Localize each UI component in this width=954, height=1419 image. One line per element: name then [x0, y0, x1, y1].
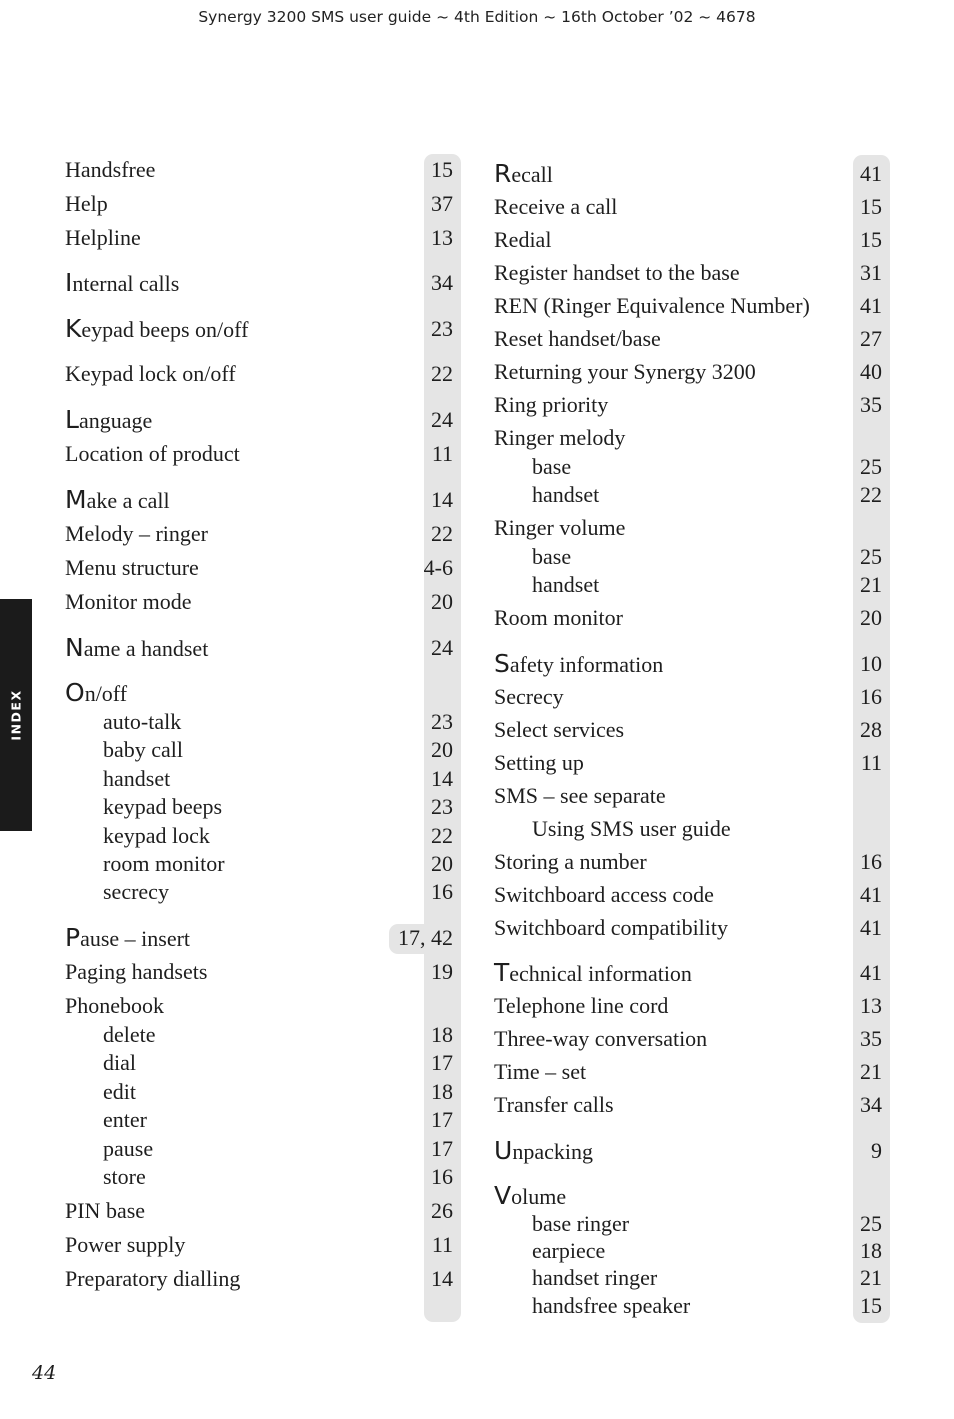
- section-initial-letter: L: [65, 405, 79, 434]
- index-term-text: Room monitor: [494, 605, 623, 630]
- index-page-ref: 37: [431, 191, 453, 216]
- index-subentry: [65, 821, 465, 851]
- index-term: [103, 821, 210, 851]
- index-term: [494, 682, 564, 712]
- index-term-text: Preparatory dialling: [65, 1266, 241, 1291]
- index-entry: [494, 390, 894, 420]
- index-entry: [65, 519, 465, 549]
- index-term-text: secrecy: [103, 879, 169, 904]
- index-term-text: keypad lock: [103, 823, 210, 848]
- index-term: [103, 1048, 136, 1078]
- index-entry: [65, 991, 465, 1021]
- index-term-text: Transfer calls: [494, 1092, 614, 1117]
- index-page-ref: 15: [860, 227, 882, 252]
- index-subentry: [65, 792, 465, 822]
- index-term: [103, 735, 183, 765]
- index-term: [494, 159, 553, 190]
- index-entry: [494, 324, 894, 354]
- index-term-text: Telephone line cord: [494, 993, 669, 1018]
- index-term: [494, 1136, 593, 1167]
- section-initial-letter: U: [494, 1136, 513, 1165]
- index-term: [103, 792, 222, 822]
- index-term-text: Reset handset/base: [494, 326, 661, 351]
- index-page-ref: 22: [860, 482, 882, 507]
- index-page-ref: 22: [431, 521, 453, 546]
- index-entry: [65, 223, 465, 253]
- index-entry: [494, 958, 894, 988]
- index-term: [494, 357, 756, 387]
- index-entry: [494, 1057, 894, 1087]
- index-entry: [494, 715, 894, 745]
- index-page-ref: 25: [860, 544, 882, 569]
- index-entry: [65, 314, 465, 344]
- index-term: [103, 707, 181, 737]
- index-entry: [494, 159, 894, 189]
- index-term-text: handsfree speaker: [532, 1293, 691, 1318]
- index-tab-label: INDEX: [8, 689, 24, 741]
- index-term-text: Menu structure: [65, 555, 199, 580]
- index-subentry: [494, 480, 894, 510]
- index-term-text: npacking: [512, 1139, 593, 1164]
- index-subentry: [494, 1263, 894, 1293]
- index-entry: [65, 439, 465, 469]
- index-term: [494, 192, 617, 222]
- index-entry: [494, 1136, 894, 1166]
- index-term: [532, 814, 731, 844]
- index-entry: [494, 291, 894, 321]
- index-page-ref: 9: [871, 1138, 882, 1163]
- index-term: [494, 880, 714, 910]
- index-term-text: Ring priority: [494, 392, 609, 417]
- section-initial-letter: P: [65, 923, 81, 952]
- index-entry: [494, 192, 894, 222]
- index-page-ref: 23: [431, 316, 453, 341]
- index-page-ref: 24: [431, 407, 453, 432]
- index-subentry: [494, 542, 894, 572]
- index-entry: [65, 268, 465, 298]
- index-term-text: afety information: [509, 652, 664, 677]
- section-initial-letter: R: [494, 159, 512, 188]
- index-page-ref: 15: [860, 194, 882, 219]
- index-entry: [65, 359, 465, 389]
- index-term: [494, 649, 663, 680]
- index-term: [532, 570, 599, 600]
- index-entry: [494, 357, 894, 387]
- index-page-ref: 17: [431, 1107, 453, 1132]
- index-term: [103, 1020, 156, 1050]
- index-term: [494, 1181, 566, 1212]
- index-term: [532, 480, 599, 510]
- index-page-ref: 15: [860, 1293, 882, 1318]
- index-page-ref: 23: [431, 794, 453, 819]
- index-page-ref: 20: [431, 851, 453, 876]
- index-term-text: Monitor mode: [65, 589, 192, 614]
- index-entry: [494, 880, 894, 910]
- index-term: [65, 553, 199, 583]
- index-term-text: Help: [65, 191, 108, 216]
- index-term: [65, 359, 236, 389]
- index-term: [494, 603, 623, 633]
- index-entry: [494, 748, 894, 778]
- index-page-ref: 17: [431, 1136, 453, 1161]
- index-page-ref: 16: [431, 1164, 453, 1189]
- index-term-text: Secrecy: [494, 684, 564, 709]
- index-term: [532, 452, 571, 482]
- index-page-ref: 10: [860, 651, 882, 676]
- index-page-ref: 13: [431, 225, 453, 250]
- index-page-ref: 14: [431, 487, 453, 512]
- index-subentry: [65, 877, 465, 907]
- index-term-text: anguage: [78, 408, 153, 433]
- index-page-ref: 41: [860, 293, 882, 318]
- index-subentry: [65, 1134, 465, 1164]
- index-term: [494, 991, 668, 1021]
- index-entry: [494, 225, 894, 255]
- index-term: [494, 423, 625, 453]
- index-term: [494, 1090, 614, 1120]
- index-page-ref: 14: [431, 1266, 453, 1291]
- index-entry: [494, 1181, 894, 1211]
- index-page-ref: 41: [860, 915, 882, 940]
- left-index-column: [65, 0, 465, 1330]
- index-term: [65, 991, 164, 1021]
- index-term: [494, 324, 661, 354]
- index-page-ref: 18: [431, 1079, 453, 1104]
- section-initial-letter: N: [65, 633, 84, 662]
- index-subentry: [65, 764, 465, 794]
- index-term-text: Switchboard compatibility: [494, 915, 729, 940]
- index-page-ref: 27: [860, 326, 882, 351]
- index-term: [65, 923, 190, 954]
- index-term-text: earpiece: [532, 1238, 606, 1263]
- index-page-ref: 16: [860, 849, 882, 874]
- index-entry: [65, 155, 465, 185]
- index-term-text: Setting up: [494, 750, 584, 775]
- section-initial-letter: S: [494, 649, 510, 678]
- index-term-text: room monitor: [103, 851, 225, 876]
- index-entry: [494, 603, 894, 633]
- index-term-text: handset: [103, 766, 171, 791]
- index-term-text: keypad beeps: [103, 794, 223, 819]
- index-page-ref: 11: [431, 441, 453, 466]
- index-page-ref: 11: [860, 750, 882, 775]
- index-entry: [494, 649, 894, 679]
- index-term: [65, 957, 207, 987]
- index-page-ref: 34: [431, 270, 453, 295]
- index-side-tab: [0, 599, 32, 831]
- index-term: [494, 1057, 586, 1087]
- index-term: [532, 1236, 605, 1266]
- index-page-ref: 25: [860, 1211, 882, 1236]
- index-term-text: handset: [532, 572, 600, 597]
- index-page-ref: 4-6: [423, 555, 453, 580]
- index-entry: [494, 1090, 894, 1120]
- index-term: [103, 1134, 153, 1164]
- right-index-column: [494, 0, 894, 1330]
- index-term-text: Redial: [494, 227, 552, 252]
- index-entry: [65, 1196, 465, 1226]
- index-entry: [65, 405, 465, 435]
- index-subentry: [494, 814, 894, 844]
- index-term: [532, 1209, 629, 1239]
- index-term-text: baby call: [103, 737, 184, 762]
- index-page-ref: 20: [431, 737, 453, 762]
- index-term: [65, 587, 192, 617]
- index-term-text: Register handset to the base: [494, 260, 740, 285]
- index-page-ref: 18: [431, 1022, 453, 1047]
- index-term-text: base ringer: [532, 1211, 630, 1236]
- index-term: [65, 519, 208, 549]
- index-term: [494, 715, 624, 745]
- index-term-text: Using SMS user guide: [532, 816, 731, 841]
- index-subentry: [494, 1209, 894, 1239]
- index-page-ref: 21: [860, 572, 882, 597]
- index-term-text: Keypad lock on/off: [65, 361, 236, 386]
- index-page-ref: 31: [860, 260, 882, 285]
- index-term: [532, 1291, 690, 1321]
- section-initial-letter: T: [494, 958, 510, 987]
- index-page-ref: 25: [860, 454, 882, 479]
- index-page-ref: 20: [860, 605, 882, 630]
- index-term: [103, 764, 170, 794]
- index-page-ref: 23: [431, 709, 453, 734]
- index-term: [494, 748, 584, 778]
- index-page-ref: 41: [860, 161, 882, 186]
- index-entry: [65, 587, 465, 617]
- index-term-text: ame a handset: [83, 636, 209, 661]
- index-subentry: [65, 1162, 465, 1192]
- index-page-ref: 40: [860, 359, 882, 384]
- index-term-text: Select services: [494, 717, 625, 742]
- index-subentry: [494, 1291, 894, 1321]
- page-number: 44: [32, 1362, 57, 1384]
- index-page-ref: 19: [431, 959, 453, 984]
- running-header: Synergy 3200 SMS user guide ~ 4th Edition ~ 16th October ’02 ~ 4678: [198, 8, 756, 26]
- index-page-ref: 13: [860, 993, 882, 1018]
- index-entry: [65, 485, 465, 515]
- index-term-text: Ringer volume: [494, 515, 626, 540]
- index-term-text: Melody – ringer: [65, 521, 208, 546]
- index-term-text: Switchboard access code: [494, 882, 714, 907]
- index-entry: [494, 423, 894, 453]
- index-page-ref: 41: [860, 960, 882, 985]
- index-subentry: [65, 735, 465, 765]
- index-term-text: Time – set: [494, 1059, 587, 1084]
- index-term-text: PIN base: [65, 1198, 146, 1223]
- index-subentry: [65, 707, 465, 737]
- index-page-ref: 17, 42: [398, 925, 453, 950]
- index-term: [65, 1230, 185, 1260]
- index-page-ref: 35: [860, 1026, 882, 1051]
- index-page-ref: 24: [431, 635, 453, 660]
- index-entry: [494, 991, 894, 1021]
- index-term-text: Power supply: [65, 1232, 186, 1257]
- section-initial-letter: O: [65, 678, 85, 707]
- index-entry: [65, 189, 465, 219]
- index-entry: [494, 682, 894, 712]
- index-term: [494, 258, 740, 288]
- index-page-ref: 20: [431, 589, 453, 614]
- index-term-text: n/off: [84, 681, 128, 706]
- index-page-ref: 22: [431, 823, 453, 848]
- index-page-ref: 21: [860, 1059, 882, 1084]
- index-term: [65, 405, 152, 436]
- index-term-text: auto-talk: [103, 709, 182, 734]
- index-subentry: [65, 1020, 465, 1050]
- index-term-text: ake a call: [86, 488, 170, 513]
- index-page-ref: 16: [860, 684, 882, 709]
- index-term-text: SMS – see separate: [494, 783, 666, 808]
- index-entry: [65, 1264, 465, 1294]
- index-term: [65, 633, 208, 664]
- index-page-ref: 18: [860, 1238, 882, 1263]
- index-term: [65, 189, 108, 219]
- index-term: [65, 155, 155, 185]
- index-term: [103, 1105, 147, 1135]
- index-term-text: Ringer melody: [494, 425, 626, 450]
- index-subentry: [494, 452, 894, 482]
- index-term: [494, 1024, 707, 1054]
- index-term: [494, 390, 608, 420]
- index-term-text: enter: [103, 1107, 147, 1132]
- index-term-text: olume: [511, 1184, 567, 1209]
- index-subentry: [65, 1048, 465, 1078]
- index-page-ref: 34: [860, 1092, 882, 1117]
- index-term-text: ause – insert: [80, 926, 191, 951]
- index-entry: [494, 513, 894, 543]
- index-page-ref: 17: [431, 1050, 453, 1075]
- index-term: [65, 678, 127, 709]
- index-subentry: [494, 1236, 894, 1266]
- index-entry: [65, 1230, 465, 1260]
- index-page-ref: 14: [431, 766, 453, 791]
- index-term: [494, 958, 692, 989]
- index-entry: [494, 913, 894, 943]
- index-term-text: handset ringer: [532, 1265, 658, 1290]
- index-term-text: edit: [103, 1079, 136, 1104]
- index-term: [65, 223, 141, 253]
- index-term: [494, 513, 625, 543]
- index-term: [532, 1263, 657, 1293]
- index-subentry: [65, 1077, 465, 1107]
- index-term: [65, 314, 248, 345]
- index-term-text: dial: [103, 1050, 136, 1075]
- index-page-ref: 28: [860, 717, 882, 742]
- index-page-ref: 21: [860, 1265, 882, 1290]
- index-term: [494, 847, 647, 877]
- index-subentry: [494, 570, 894, 600]
- index-entry: [65, 553, 465, 583]
- index-page-ref: 41: [860, 882, 882, 907]
- section-initial-letter: K: [65, 314, 82, 343]
- index-term: [65, 1264, 240, 1294]
- index-page-ref: 15: [431, 157, 453, 182]
- index-term-text: base: [532, 454, 572, 479]
- index-entry: [65, 678, 465, 708]
- index-page-ref: 26: [431, 1198, 453, 1223]
- index-term-text: Paging handsets: [65, 959, 208, 984]
- index-term-text: store: [103, 1164, 146, 1189]
- section-initial-letter: V: [494, 1181, 512, 1210]
- index-entry: [494, 1024, 894, 1054]
- index-term: [494, 913, 728, 943]
- index-term-text: Storing a number: [494, 849, 647, 874]
- index-page-ref: 11: [431, 1232, 453, 1257]
- index-page-ref: 16: [431, 879, 453, 904]
- index-term: [103, 1077, 136, 1107]
- index-page-ref: 35: [860, 392, 882, 417]
- index-term-text: Phonebook: [65, 993, 164, 1018]
- index-term-text: Location of product: [65, 441, 240, 466]
- index-term: [103, 877, 169, 907]
- index-term-text: pause: [103, 1136, 154, 1161]
- index-entry: [494, 258, 894, 288]
- index-term-text: REN (Ringer Equivalence Number): [494, 293, 810, 318]
- index-term-text: handset: [532, 482, 600, 507]
- index-term-text: nternal calls: [72, 271, 180, 296]
- index-term: [103, 849, 225, 879]
- index-term-text: base: [532, 544, 572, 569]
- index-subentry: [65, 849, 465, 879]
- index-term: [103, 1162, 146, 1192]
- index-page-ref: 22: [431, 361, 453, 386]
- index-term-text: Returning your Synergy 3200: [494, 359, 756, 384]
- index-entry: [494, 781, 894, 811]
- index-entry: [65, 633, 465, 663]
- index-term: [65, 268, 179, 299]
- index-term-text: Handsfree: [65, 157, 156, 182]
- index-term-text: eypad beeps on/off: [81, 317, 249, 342]
- index-entry: [65, 923, 465, 953]
- index-term-text: Three-way conversation: [494, 1026, 708, 1051]
- section-initial-letter: I: [65, 268, 73, 297]
- index-subentry: [65, 1105, 465, 1135]
- index-term-text: ecall: [511, 162, 553, 187]
- index-term-text: echnical information: [509, 961, 692, 986]
- index-term: [494, 291, 810, 321]
- index-entry: [65, 957, 465, 987]
- index-term-text: delete: [103, 1022, 156, 1047]
- index-term: [65, 439, 240, 469]
- index-term: [65, 1196, 145, 1226]
- index-term: [494, 781, 666, 811]
- index-term: [65, 485, 170, 516]
- index-term: [494, 225, 551, 255]
- index-term: [532, 542, 571, 572]
- section-initial-letter: M: [65, 485, 87, 514]
- index-entry: [494, 847, 894, 877]
- index-term-text: Receive a call: [494, 194, 618, 219]
- index-term-text: Helpline: [65, 225, 141, 250]
